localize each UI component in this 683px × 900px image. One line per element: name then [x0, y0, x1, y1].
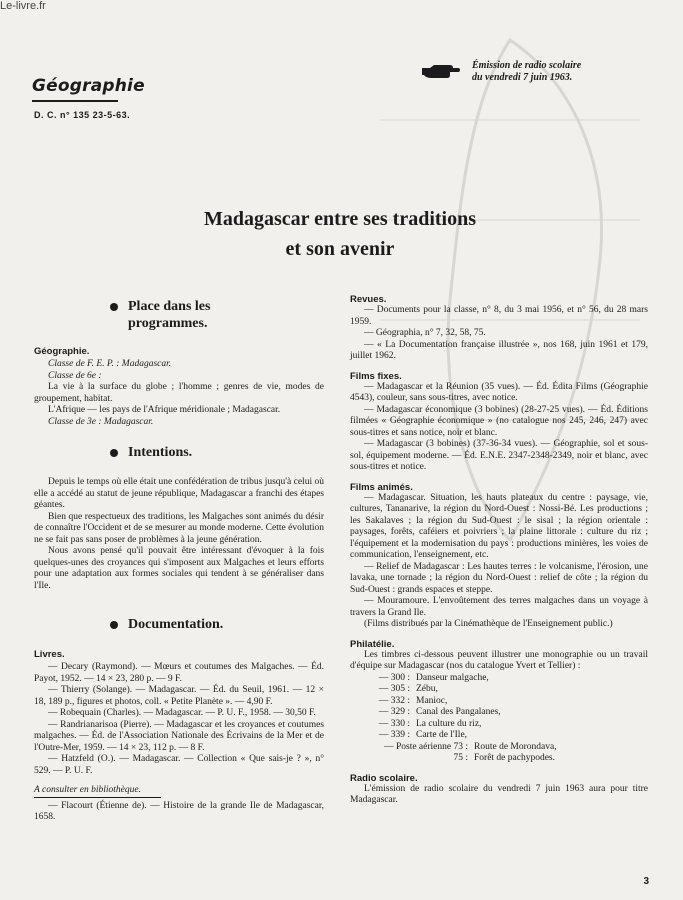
stamp-label: Carte de l'Ile, — [416, 730, 468, 740]
stamp-row — [350, 730, 648, 742]
stamp-label: Route de Morondava, — [474, 741, 557, 752]
library-list — [34, 801, 324, 824]
paragraph: Nous avons pensé qu'il pouvait être intéressant d'évoquer à la fois quelques-unes des croyances qui s'imposent aux Malgaches et leurs efforts pour une adaptation aux formes sociales qui tendent à se généraliser dans l'Ile. — [34, 546, 324, 591]
pointing-hand-icon — [420, 62, 460, 80]
title-line2: et son avenir — [285, 238, 395, 260]
list-item: — Relief de Madagascar : Les hautes terres : le volcanisme, l'érosion, une lavaka, une tornade ; la région du Nord-Ouest : relief de côte ; la région du Sud-Ouest : grands espaces et steppe. — [350, 561, 648, 595]
documentation-heading — [110, 616, 324, 633]
list-item: — Mouramoure. L'envoûtement des terres malgaches dans un voyage à travers la Grand Ile. — [350, 596, 648, 618]
philatelie-subhead: Philatélie. — [350, 638, 395, 650]
page-title — [40, 204, 640, 264]
stamp-row — [350, 673, 648, 685]
stamp-label: Canal des Pangalanes, — [416, 707, 501, 717]
books-list — [34, 662, 324, 777]
paragraph: Bien que respectueux des traditions, les Malgaches sont animés du désir de connaître l'Occident et de se mesurer au monde moderne. Cette évolution ne se fait pas sans poser de problèmes à la jeune génération. — [34, 511, 324, 545]
consult-note — [34, 785, 324, 798]
list-item: — Géographia, n° 7, 32, 58, 75. — [364, 328, 486, 338]
left-column — [34, 298, 324, 824]
list-item: — Madagascar. Situation, les hauts plateaux du centre : paysage, vie, cultures, Tananarive, la région du Nord-Ouest : Nossi-Bé. Les productions ; les Sakalaves ; la région du Sud-Ouest : le sisal ; la région orientale : paysages, forêts, caféiers et poivriers ; la plaine littorale : culture du riz ; l'équipement et la modernisation du pays : productions minières, les voies de communication, l'enseignement, etc. — [350, 492, 648, 560]
stamp-number: — Poste aérienne 73 : — [384, 741, 468, 752]
stamp-label: La culture du riz, — [416, 718, 482, 729]
consult-label: A consulter en bibliothèque. — [34, 785, 161, 798]
bullet-icon — [110, 449, 118, 457]
broadcast-note — [472, 60, 581, 84]
dc-reference: D. C. n° 135 23-5-63. — [34, 110, 131, 120]
stamp-row — [350, 742, 648, 754]
paragraph: Depuis le temps où elle était une confédération de tribus jusqu'à celui où elle a accédé au statut de jeune république, Madagascar a franchi des étapes géantes. — [34, 477, 324, 510]
radio-text — [350, 784, 648, 807]
prog-line: Classe de F. E. P. : Madagascar. — [48, 359, 172, 369]
stamp-label: Manioc, — [416, 695, 448, 706]
stamp-row — [350, 684, 648, 696]
livres-subhead: Livres. — [34, 649, 65, 660]
prog-line: Classe de 6e : — [48, 370, 102, 381]
stamp-number: — 339 : — [378, 730, 410, 740]
films-animes-list — [350, 493, 648, 631]
stamp-label: Danseur malgache, — [416, 672, 489, 683]
broadcast-note-line2: du vendredi 7 juin 1963. — [472, 72, 573, 83]
broadcast-note-line1: Émission de radio scolaire — [472, 60, 582, 71]
rubric-underline — [32, 100, 118, 102]
list-item: — Hatzfeld (O.). — Madagascar. — Collection « Que sais-je ? », n° 529. — P. U. F. — [34, 754, 324, 776]
list-item: — Randrianarisoa (Pierre). — Madagascar et les croyances et coutumes malgaches. — Éd. de l'Association Nationale des Écrivains de la Mer et de l'Outre-Mer, 1959. — 14 × 23, 112 p. — 8 F. — [34, 719, 324, 753]
programmes-text — [34, 359, 324, 428]
prog-line: La vie à la surface du globe ; l'homme ; genres de vie, modes de groupement, habitat. — [34, 382, 324, 404]
rubric-title: Géographie — [32, 76, 145, 96]
list-item: (Films distribués par la Cinémathèque de l'Enseignement public.) — [364, 619, 613, 629]
geographie-subhead: Géographie. — [34, 346, 90, 357]
paragraph: Les timbres ci-dessous peuvent illustrer une monographie ou un travail d'équipe sur Madagascar (nos du catalogue Yvert et Tellier) : — [350, 649, 648, 671]
right-column — [350, 294, 648, 807]
stamp-number: — 330 : — [378, 718, 410, 729]
philatelie-intro — [350, 650, 648, 673]
list-item: — Madagascar et la Réunion (35 vues). — Éd. Édita Films (Géographie 4543), couleur, sans sous-titres, avec notice. — [350, 381, 648, 403]
list-item: — Documents pour la classe, n° 8, du 3 mai 1956, et n° 56, du 28 mars 1959. — [350, 305, 648, 327]
list-item: — Decary (Raymond). — Mœurs et coutumes des Malgaches. — Éd. Payot, 1952. — 14 × 23, 280 p. — 9 F. — [34, 662, 324, 684]
revues-subhead: Revues. — [350, 294, 387, 305]
stamp-number: — 329 : — [378, 707, 410, 717]
intentions-text — [34, 477, 324, 592]
stamp-number: — 332 : — [378, 695, 410, 706]
place-heading — [110, 298, 324, 332]
stamps-list — [350, 673, 648, 765]
list-item: — Flacourt (Étienne de). — Histoire de la grande Ile de Madagascar, 1658. — [34, 800, 324, 822]
stamp-row — [350, 696, 648, 708]
bullet-icon — [110, 621, 118, 629]
films-fixes-list — [350, 382, 648, 474]
prog-line: L'Afrique — les pays de l'Afrique méridionale ; Madagascar. — [48, 405, 281, 415]
list-item: — « La Documentation française illustrée », nos 168, juin 1961 et 179, juillet 1962. — [350, 339, 648, 361]
stamp-row — [350, 707, 648, 719]
place-heading-line1: Place dans les — [128, 299, 211, 314]
intentions-heading-text: Intentions. — [128, 445, 193, 460]
films-fixes-subhead: Films fixes. — [350, 370, 402, 382]
watermark: Le-livre.fr — [0, 0, 46, 12]
paragraph: L'émission de radio scolaire du vendredi 7 juin 1963 aura pour titre Madagascar. — [350, 783, 648, 805]
stamp-row — [350, 753, 648, 765]
page-number: 3 — [643, 876, 649, 887]
title-line1: Madagascar entre ses traditions — [203, 208, 476, 230]
radio-subhead: Radio scolaire. — [350, 772, 418, 784]
stamp-number: — 300 : — [378, 672, 410, 683]
intentions-heading — [110, 444, 324, 461]
stamp-number: 75 : — [453, 753, 468, 763]
list-item: — Thierry (Solange). — Madagascar. — Éd. du Seuil, 1961. — 12 × 18, 189 p., figures et photos, coll. « Petite Planète ». — 4,90 F. — [34, 685, 324, 707]
documentation-heading-text: Documentation. — [128, 617, 224, 632]
list-item: — Madagascar (3 bobines) (37-36-34 vues). — Géographie, sol et sous-sol, équipement moderne. — Éd. E.N.E. 2347-2348-2349, noir et blanc, avec sous-titres et notice. — [350, 439, 648, 472]
prog-line: Classe de 3e : Madagascar. — [48, 416, 154, 427]
stamp-label: Forêt de pachypodes. — [474, 753, 555, 763]
stamp-label: Zébu, — [416, 684, 438, 694]
place-heading-line2: programmes. — [128, 316, 208, 331]
revues-list — [350, 305, 648, 363]
stamp-number: — 305 : — [378, 684, 410, 694]
list-item: — Madagascar économique (3 bobines) (28-27-25 vues). — Éd. Éditions filmées « Géographie économique » (no catalogue nos 245, 246, 247) avec sous-titres et sans notice, noir et blanc. — [350, 404, 648, 438]
bullet-icon — [110, 303, 118, 311]
stamp-row — [350, 719, 648, 731]
films-animes-subhead: Films animés. — [350, 481, 413, 493]
list-item: — Robequain (Charles). — Madagascar. — P. U. F., 1958. — 30,50 F. — [48, 708, 316, 718]
